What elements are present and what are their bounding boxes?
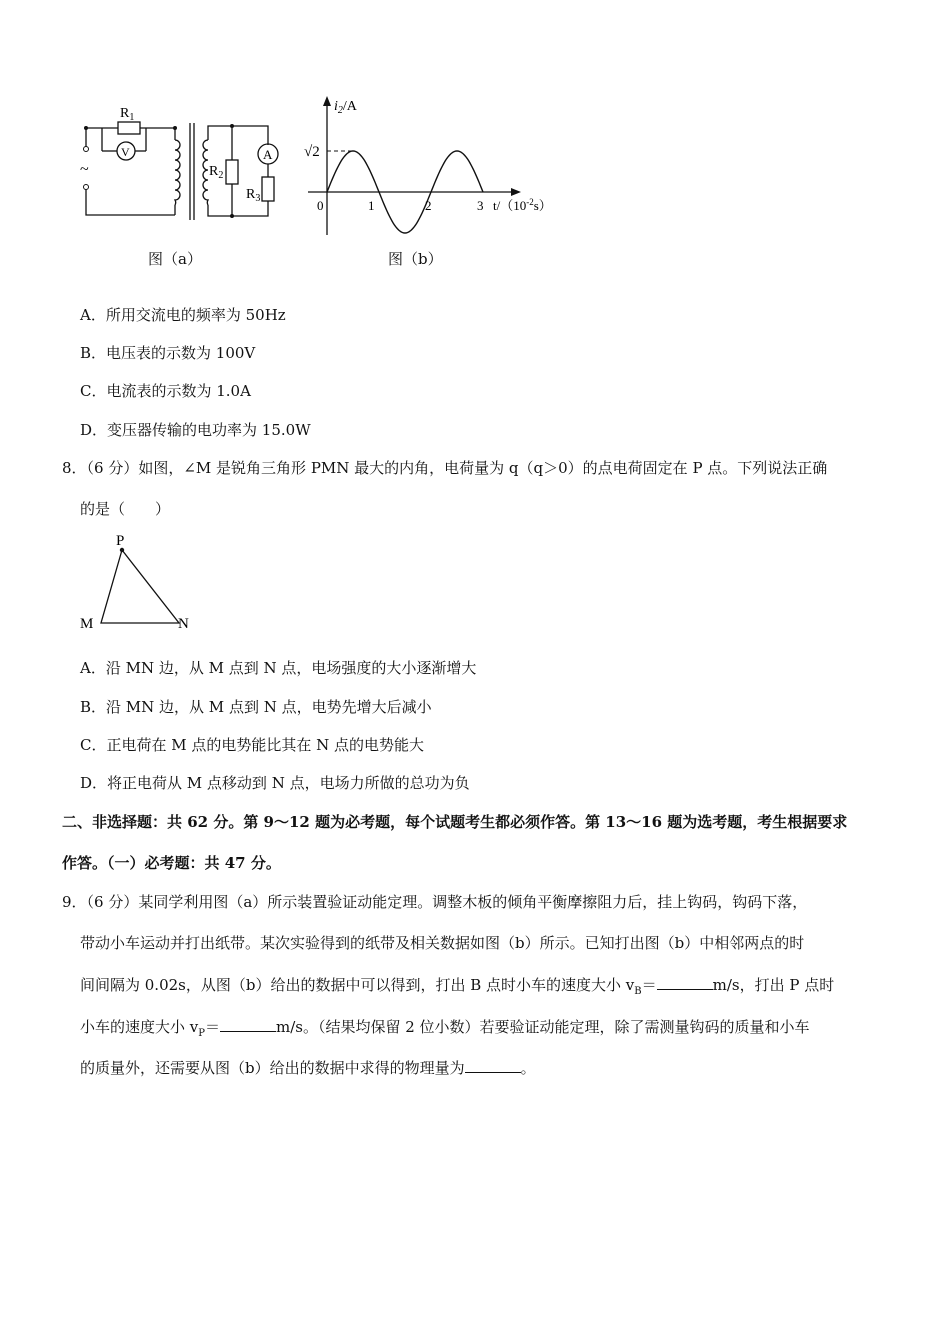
section2-heading-line1: 二、非选择题：共 62 分。第 9～12 题为必考题，每个试题考生都必须作答。第 13～16 题为选考题，考生根据要求 (62, 813, 848, 831)
q9-line3 (80, 975, 834, 1002)
ammeter-label: A (263, 147, 273, 162)
point-p-label: P (116, 533, 125, 549)
q8-option-b: B．沿 MN 边，从 M 点到 N 点，电势先增大后减小 (80, 698, 432, 716)
point-n-label: N (178, 616, 189, 632)
q9-vb-sub: B (634, 986, 642, 997)
y-axis-label: i (334, 99, 338, 114)
voltmeter-label: V (121, 145, 130, 159)
r3-label: R (246, 187, 256, 202)
r1-label: R (120, 106, 130, 121)
circuit-figure-a (70, 95, 290, 230)
svg-text:R2 (209, 164, 223, 181)
q9-vp-sub: P (198, 1028, 205, 1039)
q7-option-b: B．电压表的示数为 100V (80, 344, 256, 362)
q9-line4 (80, 1017, 810, 1044)
q9-line4-text-c: m/s。（结果均保留 2 位小数）若要验证动能定理，除了需测量钩码的质量和小车 (276, 1018, 810, 1036)
q9-line5-text-b: 。 (520, 1059, 536, 1077)
q8-option-a: A．沿 MN 边，从 M 点到 N 点，电场强度的大小逐渐增大 (80, 659, 477, 677)
q7-option-a: A．所用交流电的频率为 50Hz (80, 306, 286, 324)
r3-sub: 3 (255, 193, 261, 204)
point-m-label: M (80, 616, 94, 632)
x-axis-exp: -2 (526, 197, 534, 207)
source-label: ~ (80, 161, 89, 178)
r1-sub: 1 (129, 112, 135, 123)
svg-text:t/（10-2s） (493, 197, 552, 213)
q9-line3-text-c: m/s，打出 P 点时 (712, 976, 835, 994)
q8-option-d: D．将正电荷从 M 点移动到 N 点，电场力所做的总功为负 (80, 774, 470, 792)
x-axis-label: t/（10 (493, 198, 527, 213)
q9-line3-text-a: 间间隔为 0.02s，从图（b）给出的数据中可以得到，打出 B 点时小车的速度大小 v (80, 976, 635, 994)
current-waveform-chart (300, 90, 570, 240)
answer-blank-vb[interactable] (657, 975, 713, 990)
q8-option-c: C．正电荷在 M 点的电势能比其在 N 点的电势能大 (80, 736, 425, 754)
svg-text:i2/A (334, 99, 358, 116)
figure-b-caption: 图（b） (388, 250, 443, 268)
q9-line4-text-a: 小车的速度大小 v (80, 1018, 199, 1036)
q9-line2: 带动小车运动并打出纸带。某次实验得到的纸带及相关数据如图（b）所示。已知打出图（b）中相邻两点的时 (80, 934, 805, 952)
q9-line4-eq: ＝ (204, 1018, 220, 1036)
x-tick-3: 3 (477, 198, 484, 213)
y-axis-unit: /A (342, 99, 357, 114)
q9-line5-text-a: 的质量外，还需要从图（b）给出的数据中求得的物理量为 (80, 1059, 465, 1077)
q9-line5 (80, 1058, 536, 1078)
x-tick-1: 1 (368, 198, 375, 213)
answer-blank-quantity[interactable] (465, 1058, 521, 1073)
x-tick-2: 2 (425, 198, 432, 213)
section2-heading-line2: 作答。（一）必考题：共 47 分。 (62, 854, 281, 872)
y-axis-sub: 2 (337, 105, 343, 116)
x-axis-end: s） (533, 198, 552, 213)
triangle-pmn-figure (75, 530, 205, 635)
figure-a-caption: 图（a） (148, 250, 202, 268)
svg-text:R1 (120, 106, 134, 123)
answer-blank-vp[interactable] (220, 1017, 276, 1032)
q8-stem-line1: 8．（6 分）如图，∠M 是锐角三角形 PMN 最大的内角，电荷量为 q（q＞0）的点电荷固定在 P 点。下列说法正确 (62, 459, 828, 477)
r2-label: R (209, 164, 219, 179)
amplitude-label: √2 (304, 144, 320, 160)
q9-line3-eq: ＝ (641, 976, 657, 994)
r2-sub: 2 (218, 170, 224, 181)
q7-option-c: C．电流表的示数为 1.0A (80, 382, 251, 400)
q8-stem-line2: 的是（ ） (80, 500, 171, 518)
q9-line1: 9．（6 分）某同学利用图（a）所示装置验证动能定理。调整木板的倾角平衡摩擦阻力后，挂上钩码，钩码下落， (62, 893, 808, 911)
q7-option-d: D．变压器传输的电功率为 15.0W (80, 421, 311, 439)
x-tick-0: 0 (317, 198, 324, 213)
svg-text:R3 (246, 187, 260, 204)
